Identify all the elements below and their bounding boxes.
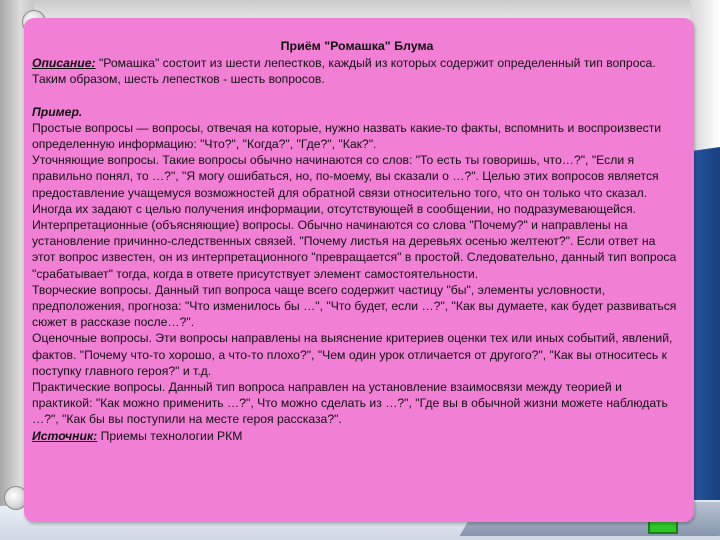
question-type-simple: Простые вопросы — вопросы, отвечая на которые, нужно назвать какие-то факты, вспомнить и воспроизвести определенную информацию: "Что?", "Когда?", "Где?", "Как?". — [32, 120, 662, 152]
source-text: Приемы технологии РКМ — [97, 428, 243, 443]
example-label: Пример. — [32, 104, 83, 119]
slide-content-card — [24, 18, 694, 522]
description-text: "Ромашка" состоит из шести лепестков, каждый из которых содержит определенный тип вопроса. Таким образом, шесть лепестков - шесть вопросов. — [32, 56, 656, 87]
paragraph-spacer — [32, 88, 682, 104]
question-type-clarifying: Уточняющие вопросы. Такие вопросы обычно начинаются со слов: "То есть ты говоришь, что…?", "Если я правильно понял, то …?", "Я могу ошибаться, но, по-моему, вы сказали о …?". Целью этих вопросов является предоставление учащемуся возможностей для обратной связи относительно того, что он только что сказал. Иногда их задают с целью получения информации, отсутствующей в сообщении, но подразумевающейся. — [32, 153, 659, 216]
source-paragraph — [32, 428, 682, 444]
description-paragraph — [32, 55, 682, 87]
description-label: Описание: — [32, 56, 96, 71]
question-type-creative: Творческие вопросы. Данный тип вопроса чаще всего содержит частицу "бы", элементы условности, предположения, прогноза: "Что изменилось бы …", "Что будет, если …?", "Как вы думаете, как будет развиваться сюжет в рассказе после…?". — [32, 282, 677, 330]
slide-title: Приём "Ромашка" Блума — [280, 39, 434, 53]
question-type-evaluative: Оценочные вопросы. Эти вопросы направлены на выяснение критериев оценки тех или иных событий, явлений, фактов. "Почему что-то хорошо, а что-то плохо?", "Чем один урок отличается от другого?", "Как вы относитесь к поступку главного героя?" и т.д. — [32, 331, 673, 378]
source-label: Источник: — [32, 428, 98, 443]
question-type-practical: Практические вопросы. Данный тип вопроса направлен на установление взаимосвязи между теорией и практикой: "Как можно применить …?", Что можно сделать из …?", "Где вы в обычной жизни можете наблюдать …?", "Как бы вы поступили на месте героя рассказа?". — [32, 380, 668, 427]
question-type-interpretive: Интерпретационные (объясняющие) вопросы. Обычно начинаются со слова "Почему?" и направлены на установление причинно-следственных связей. "Почему листья на деревьях осенью желтеют?". Если ответ на этот вопрос известен, он из интерпретационного "превращается" в простой. Следовательно, данный тип вопроса "срабатывает" тогда, когда в ответе присутствует элемент самостоятельности. — [32, 218, 677, 281]
